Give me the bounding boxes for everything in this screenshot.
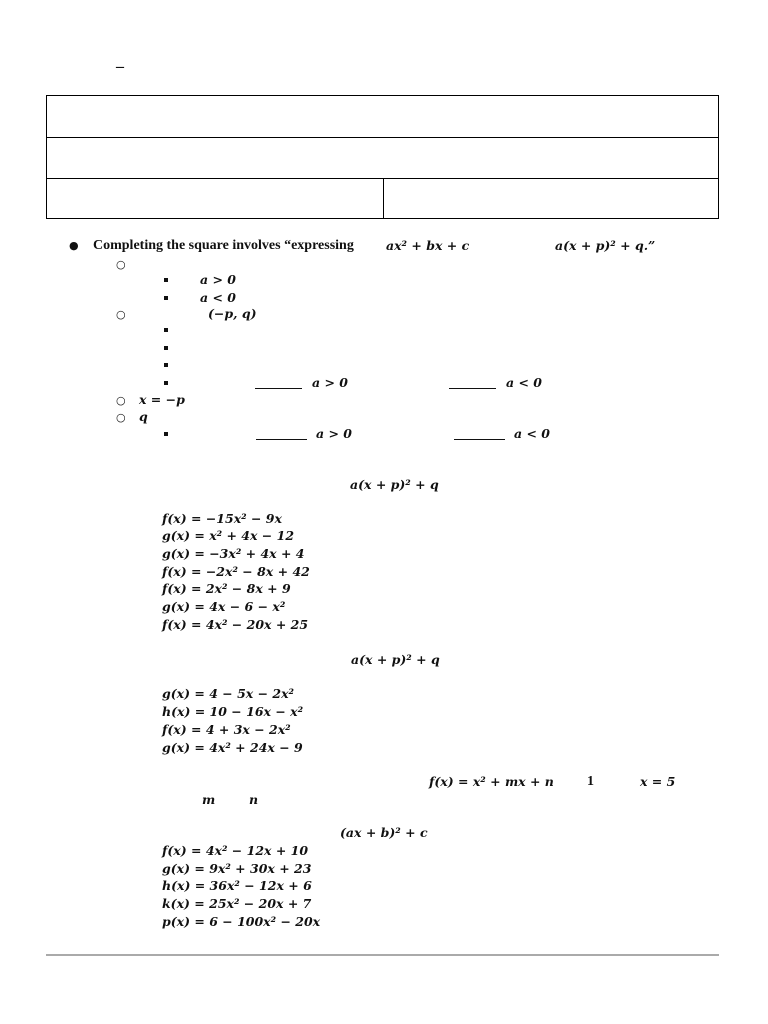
circle-bullet-icon: ○ [116, 394, 126, 407]
row-a-positive: a > 0 [312, 375, 348, 390]
vertex-point: (−p, q) [208, 306, 257, 321]
square-bullet-icon [164, 363, 168, 367]
exercise-item: g(x) = 4x² + 24x − 9 [162, 740, 303, 755]
fill-blank[interactable] [255, 388, 302, 389]
section3-function: f(x) = x² + mx + n [429, 774, 554, 789]
header-row-subtitle [47, 137, 718, 179]
section2-heading: a(x + p)² + q [351, 652, 440, 667]
section3-x-value: x = 5 [640, 774, 676, 789]
square-bullet-icon [164, 381, 168, 385]
exercise-item: g(x) = 4x − 6 − x² [162, 599, 286, 614]
square-bullet-icon [164, 432, 168, 436]
footer-rule [46, 954, 719, 956]
header-cell-divider [383, 179, 384, 219]
exercise-item: h(x) = 36x² − 12x + 6 [162, 878, 312, 893]
exercise-item: f(x) = −15x² − 9x [162, 511, 282, 526]
fill-blank[interactable] [449, 388, 496, 389]
square-bullet-icon [164, 328, 168, 332]
exercise-item: p(x) = 6 − 100x² − 20x [162, 914, 321, 929]
circle-bullet-icon: ○ [116, 308, 126, 321]
circle-bullet-icon: ○ [116, 411, 126, 424]
header-row-fields [47, 179, 718, 219]
exercise-item: g(x) = 4 − 5x − 2x² [162, 686, 295, 701]
section1-heading: a(x + p)² + q [350, 477, 439, 492]
row-a-negative: a < 0 [506, 375, 542, 390]
exercise-item: f(x) = 4x² − 20x + 25 [162, 617, 309, 632]
exercise-item: g(x) = 9x² + 30x + 23 [162, 861, 312, 876]
section3-one: 1 [587, 774, 594, 789]
row2-a-positive: a > 0 [316, 426, 352, 441]
exercise-item: f(x) = 4x² − 12x + 10 [162, 843, 309, 858]
exercise-item: f(x) = 4 + 3x − 2x² [162, 722, 291, 737]
fill-blank[interactable] [256, 439, 307, 440]
bullet-dot-icon: ● [69, 239, 79, 252]
intro-expression: ax² + bx + c [386, 238, 470, 253]
exercise-item: f(x) = −2x² − 8x + 42 [162, 564, 310, 579]
intro-text: Completing the square involves “expressing [93, 238, 354, 253]
section3-m: m [202, 792, 216, 807]
section3-n: n [249, 792, 259, 807]
header-table [46, 95, 719, 219]
square-bullet-icon [164, 296, 168, 300]
fill-blank[interactable] [454, 439, 505, 440]
exercise-item: g(x) = x² + 4x − 12 [162, 528, 295, 543]
row2-a-negative: a < 0 [514, 426, 550, 441]
square-bullet-icon [164, 346, 168, 350]
q-value: q [139, 409, 148, 424]
header-dash: – [116, 58, 124, 75]
exercise-item: g(x) = −3x² + 4x + 4 [162, 546, 305, 561]
square-bullet-icon [164, 278, 168, 282]
exercise-item: f(x) = 2x² − 8x + 9 [162, 581, 291, 596]
exercise-item: k(x) = 25x² − 20x + 7 [162, 896, 312, 911]
exercise-item: h(x) = 10 − 16x − x² [162, 704, 304, 719]
condition-a-positive: a > 0 [200, 272, 236, 287]
intro-vertex-form: a(x + p)² + q.” [555, 238, 656, 253]
circle-bullet-icon: ○ [116, 258, 126, 271]
condition-a-negative: a < 0 [200, 290, 236, 305]
section4-heading: (ax + b)² + c [340, 825, 428, 840]
header-row-title [47, 96, 718, 138]
axis-of-symmetry: x = −p [139, 392, 185, 407]
